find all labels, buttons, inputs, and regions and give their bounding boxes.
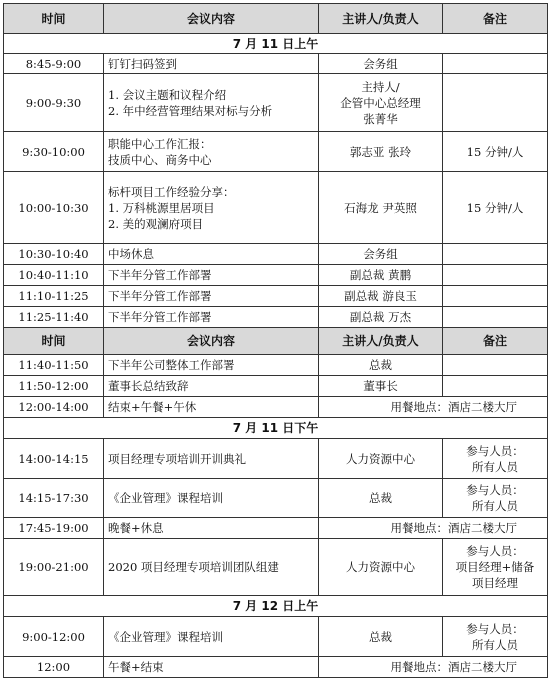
content-cell xyxy=(104,376,319,397)
content-cell-line: 下半年分管工作部署 xyxy=(108,289,212,303)
speaker-cell xyxy=(319,132,443,172)
speaker-cell xyxy=(319,376,443,397)
note-cell-line: 15 分钟/人 xyxy=(466,144,524,159)
time-cell: 10:00-10:30 xyxy=(4,172,104,244)
speaker-cell-line: 企管中心总经理 xyxy=(340,95,421,110)
speaker-cell-line: 总裁 xyxy=(369,629,392,644)
note-cell-line: 参与人员： xyxy=(466,544,524,558)
time-cell: 8:45-9:00 xyxy=(4,54,104,74)
section-label: 7 月 11 日下午 xyxy=(4,418,548,439)
note-cell xyxy=(443,132,548,172)
time-cell: 11:25-11:40 xyxy=(4,307,104,328)
content-cell-line: 结束+午餐+午休 xyxy=(108,400,197,414)
speaker-cell-line: 董事长 xyxy=(363,379,398,393)
note-cell xyxy=(443,265,548,286)
speaker-cell-line: 总裁 xyxy=(369,358,392,372)
note-cell xyxy=(443,479,548,518)
section-row xyxy=(4,34,548,54)
speaker-cell xyxy=(319,54,443,74)
content-cell xyxy=(104,355,319,376)
speaker-cell-line: 郭志亚 张玲 xyxy=(349,144,412,159)
content-cell-line: 中场休息 xyxy=(108,247,154,261)
content-cell xyxy=(104,307,319,328)
time-cell: 12:00-14:00 xyxy=(4,397,104,418)
time-cell: 11:50-12:00 xyxy=(4,376,104,397)
note-cell-line: 项目经理 xyxy=(472,576,518,590)
content-cell-line: 项目经理专项培训开训典礼 xyxy=(108,451,246,466)
header-time: 时间 xyxy=(4,328,104,355)
note-cell-line: 所有人员 xyxy=(472,459,518,474)
header-note: 备注 xyxy=(443,4,548,34)
note-cell xyxy=(443,355,548,376)
speaker-cell xyxy=(319,265,443,286)
speaker-cell-line: 副总裁 黄鹏 xyxy=(349,268,412,282)
table-row xyxy=(4,54,548,74)
content-cell-line: 2020 项目经理专项培训团队组建 xyxy=(108,560,279,574)
header-content: 会议内容 xyxy=(104,4,319,34)
table-row xyxy=(4,439,548,479)
content-cell-line: 1. 万科桃源里居项目 xyxy=(108,200,215,215)
content-cell xyxy=(104,286,319,307)
section-row xyxy=(4,596,548,617)
content-cell-line: 技质中心、商务中心 xyxy=(108,152,212,167)
table-row xyxy=(4,286,548,307)
table-row xyxy=(4,376,548,397)
speaker-cell xyxy=(319,439,443,479)
speaker-cell-line: 张菁华 xyxy=(363,111,398,126)
time-cell: 17:45-19:00 xyxy=(4,518,104,539)
table-row xyxy=(4,518,548,539)
table-row xyxy=(4,265,548,286)
speaker-cell xyxy=(319,539,443,596)
section-label: 7 月 12 日上午 xyxy=(4,596,548,617)
speaker-cell-line: 会务组 xyxy=(363,247,398,261)
speaker-cell xyxy=(319,307,443,328)
speaker-cell-line: 副总裁 万杰 xyxy=(349,310,412,324)
speaker-cell xyxy=(319,172,443,244)
time-cell: 11:10-11:25 xyxy=(4,286,104,307)
speaker-cell-line: 人力资源中心 xyxy=(346,560,415,574)
content-cell-line: 1. 会议主题和议程介绍 xyxy=(108,87,227,102)
section-row xyxy=(4,418,548,439)
note-cell xyxy=(443,244,548,265)
content-cell xyxy=(104,479,319,518)
note-cell xyxy=(443,439,548,479)
table-row xyxy=(4,74,548,132)
time-cell: 10:40-11:10 xyxy=(4,265,104,286)
content-cell-line: 2. 年中经营管理结果对标与分析 xyxy=(108,103,273,118)
table-row xyxy=(4,617,548,657)
content-cell xyxy=(104,74,319,132)
note-cell-line: 所有人员 xyxy=(472,499,518,513)
content-cell-line: 钉钉扫码签到 xyxy=(108,56,177,71)
header-time: 时间 xyxy=(4,4,104,34)
table-row xyxy=(4,479,548,518)
content-cell xyxy=(104,539,319,596)
speaker-cell-line: 总裁 xyxy=(369,491,392,505)
section-label: 7 月 11 日上午 xyxy=(4,34,548,54)
content-cell-line: 下半年分管工作部署 xyxy=(108,268,212,282)
agenda-table xyxy=(3,3,548,678)
header-row xyxy=(4,4,548,34)
content-cell xyxy=(104,617,319,657)
speaker-cell-line: 主持人/ xyxy=(361,79,400,94)
content-cell-line: 《企业管理》课程培训 xyxy=(108,491,223,505)
content-cell xyxy=(104,172,319,244)
content-cell xyxy=(104,397,319,418)
table-row xyxy=(4,397,548,418)
note-cell-line: 参与人员： xyxy=(466,621,524,636)
content-cell xyxy=(104,439,319,479)
table-row xyxy=(4,132,548,172)
note-cell xyxy=(443,74,548,132)
note-cell-line: 所有人员 xyxy=(472,637,518,652)
content-cell-line: 晚餐+休息 xyxy=(108,521,164,535)
time-cell: 19:00-21:00 xyxy=(4,539,104,596)
content-cell-line: 《企业管理》课程培训 xyxy=(108,629,223,644)
header-row xyxy=(4,328,548,355)
note-cell xyxy=(443,307,548,328)
speaker-cell xyxy=(319,286,443,307)
content-cell xyxy=(104,657,319,678)
table-row xyxy=(4,244,548,265)
venue-cell: 用餐地点：酒店二楼大厅 xyxy=(319,518,548,539)
speaker-cell-line: 副总裁 游良玉 xyxy=(344,289,417,303)
content-cell xyxy=(104,265,319,286)
content-cell-line: 下半年公司整体工作部署 xyxy=(108,358,235,372)
table-row xyxy=(4,539,548,596)
note-cell-line: 参与人员： xyxy=(466,443,524,458)
speaker-cell xyxy=(319,244,443,265)
time-cell: 14:15-17:30 xyxy=(4,479,104,518)
speaker-cell xyxy=(319,617,443,657)
time-cell: 9:00-9:30 xyxy=(4,74,104,132)
speaker-cell-line: 石海龙 尹英照 xyxy=(344,200,417,215)
content-cell-line: 午餐+结束 xyxy=(108,660,164,674)
content-cell xyxy=(104,518,319,539)
time-cell: 11:40-11:50 xyxy=(4,355,104,376)
time-cell: 9:00-12:00 xyxy=(4,617,104,657)
note-cell-line: 15 分钟/人 xyxy=(466,200,524,215)
note-cell xyxy=(443,617,548,657)
content-cell xyxy=(104,54,319,74)
time-cell: 10:30-10:40 xyxy=(4,244,104,265)
note-cell xyxy=(443,54,548,74)
speaker-cell xyxy=(319,479,443,518)
venue-cell: 用餐地点：酒店二楼大厅 xyxy=(319,397,548,418)
note-cell xyxy=(443,286,548,307)
content-cell xyxy=(104,132,319,172)
table-row xyxy=(4,307,548,328)
table-row xyxy=(4,355,548,376)
header-speaker: 主讲人/负责人 xyxy=(319,328,443,355)
header-speaker: 主讲人/负责人 xyxy=(319,4,443,34)
table-row xyxy=(4,172,548,244)
speaker-cell xyxy=(319,74,443,132)
header-note: 备注 xyxy=(443,328,548,355)
speaker-cell-line: 人力资源中心 xyxy=(346,451,415,466)
content-cell-line: 下半年分管工作部署 xyxy=(108,310,212,324)
header-content: 会议内容 xyxy=(104,328,319,355)
content-cell xyxy=(104,244,319,265)
time-cell: 12:00 xyxy=(4,657,104,678)
note-cell-line: 项目经理+储备 xyxy=(455,560,535,574)
venue-cell: 用餐地点：酒店二楼大厅 xyxy=(319,657,548,678)
note-cell xyxy=(443,172,548,244)
note-cell-line: 参与人员： xyxy=(466,483,524,497)
content-cell-line: 2. 美的观澜府项目 xyxy=(108,216,204,231)
note-cell xyxy=(443,376,548,397)
time-cell: 9:30-10:00 xyxy=(4,132,104,172)
content-cell-line: 董事长总结致辞 xyxy=(108,379,189,393)
speaker-cell xyxy=(319,355,443,376)
content-cell-line: 职能中心工作汇报： xyxy=(108,136,212,151)
note-cell xyxy=(443,539,548,596)
content-cell-line: 标杆项目工作经验分享： xyxy=(108,184,235,199)
time-cell: 14:00-14:15 xyxy=(4,439,104,479)
speaker-cell-line: 会务组 xyxy=(363,56,398,71)
table-row xyxy=(4,657,548,678)
